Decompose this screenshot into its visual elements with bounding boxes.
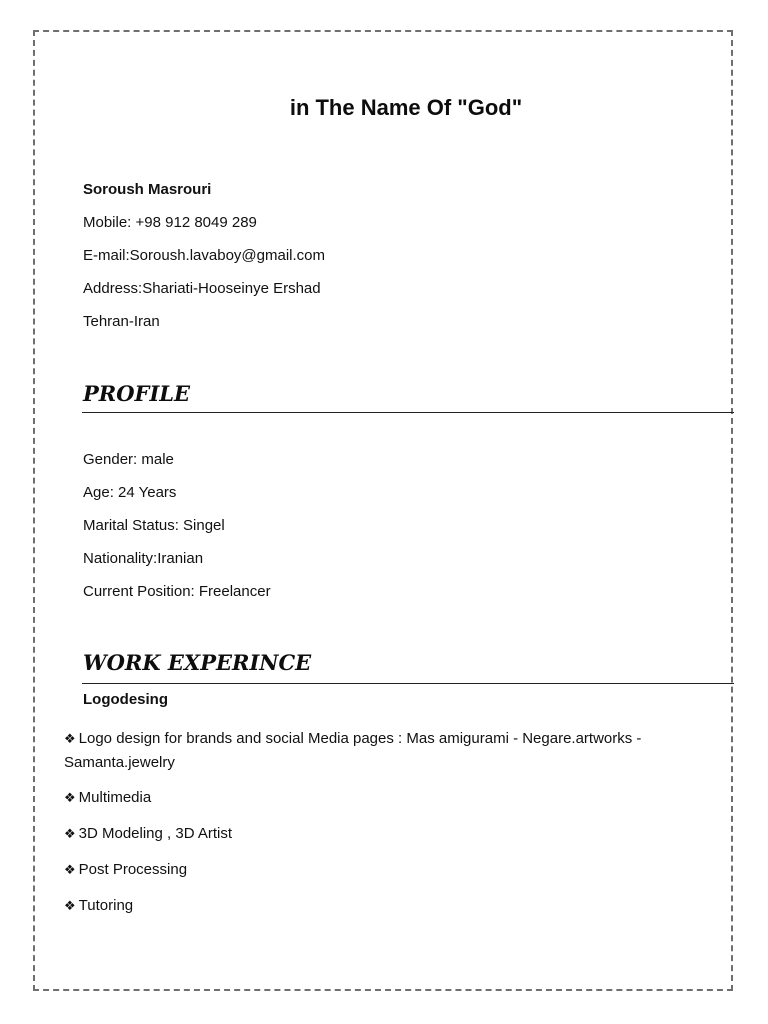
document-title: in The Name Of "God" — [289, 95, 523, 120]
work-item-label: Post Processing — [78, 861, 188, 878]
profile-nationality: Nationality:Iranian — [83, 550, 204, 567]
diamond-bullet-icon: ❖ — [64, 731, 76, 746]
work-item-label: Tutoring — [78, 897, 134, 914]
work-item-logo-design — [64, 727, 724, 775]
work-item-3d-modeling — [64, 825, 232, 842]
profile-heading: PROFILE — [83, 381, 191, 406]
contact-name: Soroush Masrouri — [83, 181, 212, 198]
profile-age: Age: 24 Years — [83, 484, 177, 501]
profile-current-position: Current Position: Freelancer — [83, 583, 271, 600]
profile-divider — [82, 412, 734, 413]
diamond-bullet-icon: ❖ — [64, 862, 76, 877]
contact-mobile: Mobile: +98 912 8049 289 — [83, 214, 257, 231]
work-item-label: Multimedia — [78, 789, 152, 806]
diamond-bullet-icon: ❖ — [64, 790, 76, 805]
work-heading: WORK EXPERINCE — [83, 650, 312, 675]
diamond-bullet-icon: ❖ — [64, 898, 76, 913]
contact-city: Tehran-Iran — [83, 313, 160, 330]
work-item-logo-design-line1: Logo design for brands and social Media pages : Mas amigurami - Negare.artworks - — [78, 730, 642, 747]
contact-address: Address:Shariati-Hooseinye Ershad — [83, 280, 321, 297]
work-item-post-processing — [64, 861, 187, 878]
work-item-tutoring — [64, 897, 133, 914]
work-item-multimedia — [64, 789, 151, 806]
contact-email: E-mail:Soroush.lavaboy@gmail.com — [83, 247, 325, 264]
profile-gender: Gender: male — [83, 451, 174, 468]
diamond-bullet-icon: ❖ — [64, 826, 76, 841]
work-divider — [82, 683, 734, 684]
profile-marital-status: Marital Status: Singel — [83, 517, 225, 534]
page-border — [33, 30, 733, 991]
work-subheading: Logodesing — [83, 691, 168, 708]
work-item-label: 3D Modeling , 3D Artist — [78, 825, 233, 842]
work-item-logo-design-line2: Samanta.jewelry — [64, 754, 175, 771]
